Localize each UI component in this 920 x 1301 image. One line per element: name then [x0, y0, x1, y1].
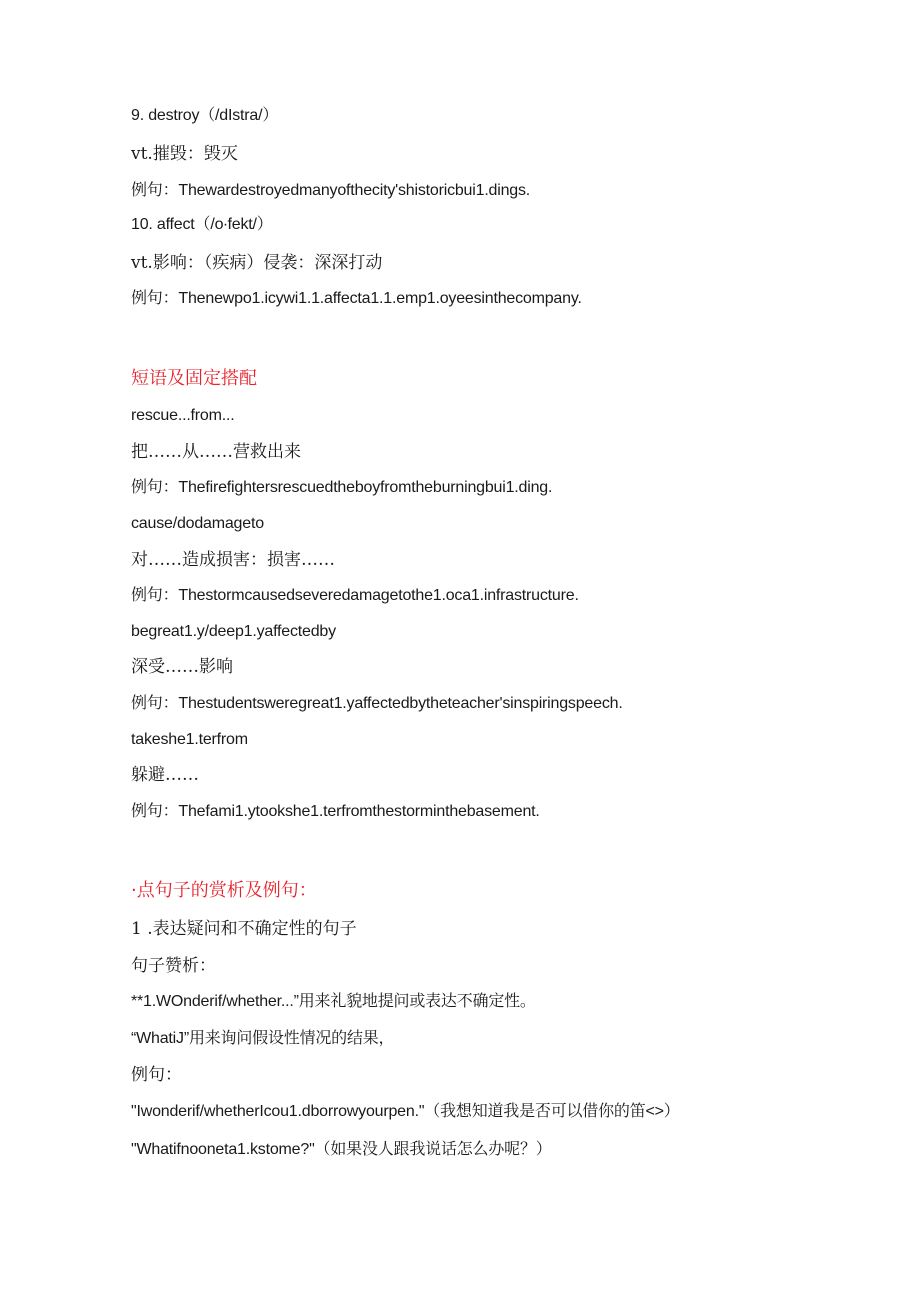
phrase-2: cause/dodamageto	[131, 515, 264, 532]
vocab-10-example: 例句：Thenewpo1.icywi1.1.affecta1.1.emp1.oyeesinthecompany.	[131, 290, 582, 307]
vocab-9-head: 9. destroy（/dIstra/）	[131, 107, 279, 124]
vocab-9-meaning: vt.摧毁：毁灭	[131, 144, 238, 164]
sentence-item-title: 1 .表达疑问和不确定性的句子	[131, 919, 357, 939]
vocab-9-example: 例句：Thewardestroyedmanyofthecity'shistoricbui1.dings.	[131, 182, 531, 199]
analysis-line-1: **1.WOnderif/whether...”用来礼貌地提问或表达不确定性。	[131, 993, 536, 1010]
phrase-1: rescue...from...	[131, 407, 235, 424]
phrase-4-example: 例句：Thefami1.ytookshe1.terfromthestorminthebasement.	[131, 803, 540, 820]
vocab-10-meaning: vt.影响：（疾病）侵袭：深深打动	[131, 253, 383, 273]
phrase-4-meaning: 躲避……	[131, 765, 199, 785]
phrase-1-meaning: 把……从……营救出来	[131, 442, 301, 462]
analysis-line-2: “WhatiJ”用来询问假设性情况的结果，	[131, 1030, 395, 1047]
phrase-4: takeshe1.terfrom	[131, 731, 248, 748]
example-sentence-1: "Iwonderif/whetherIcou1.dborrowyourpen."（我想知道我是否可以借你的笛<>）	[131, 1103, 680, 1120]
phrase-3-meaning: 深受……影响	[131, 657, 233, 677]
phrase-2-meaning: 对……造成损害：损害……	[131, 550, 335, 570]
vocab-10-head: 10. affect（/o∙fekt/）	[131, 216, 273, 233]
phrase-2-example: 例句：Thestormcausedseveredamagetothe1.oca1.infrastructure.	[131, 587, 579, 604]
phrase-1-example: 例句：Thefirefightersrescuedtheboyfromtheburningbui1.ding.	[131, 479, 553, 496]
phrase-3: begreat1.y/deep1.yaffectedby	[131, 623, 336, 640]
phrases-heading: 短语及固定搭配	[131, 368, 257, 389]
example-sentence-2: "Whatifnooneta1.kstome?"（如果没人跟我说话怎么办呢？）	[131, 1141, 552, 1158]
example-label: 例句：	[131, 1065, 182, 1085]
sentences-heading: ·点句子的赏析及例句：	[131, 880, 317, 901]
analysis-label: 句子赞析：	[131, 956, 216, 976]
phrase-3-example: 例句：Thestudentsweregreat1.yaffectedbytheteacher'sinspiringspeech.	[131, 695, 623, 712]
